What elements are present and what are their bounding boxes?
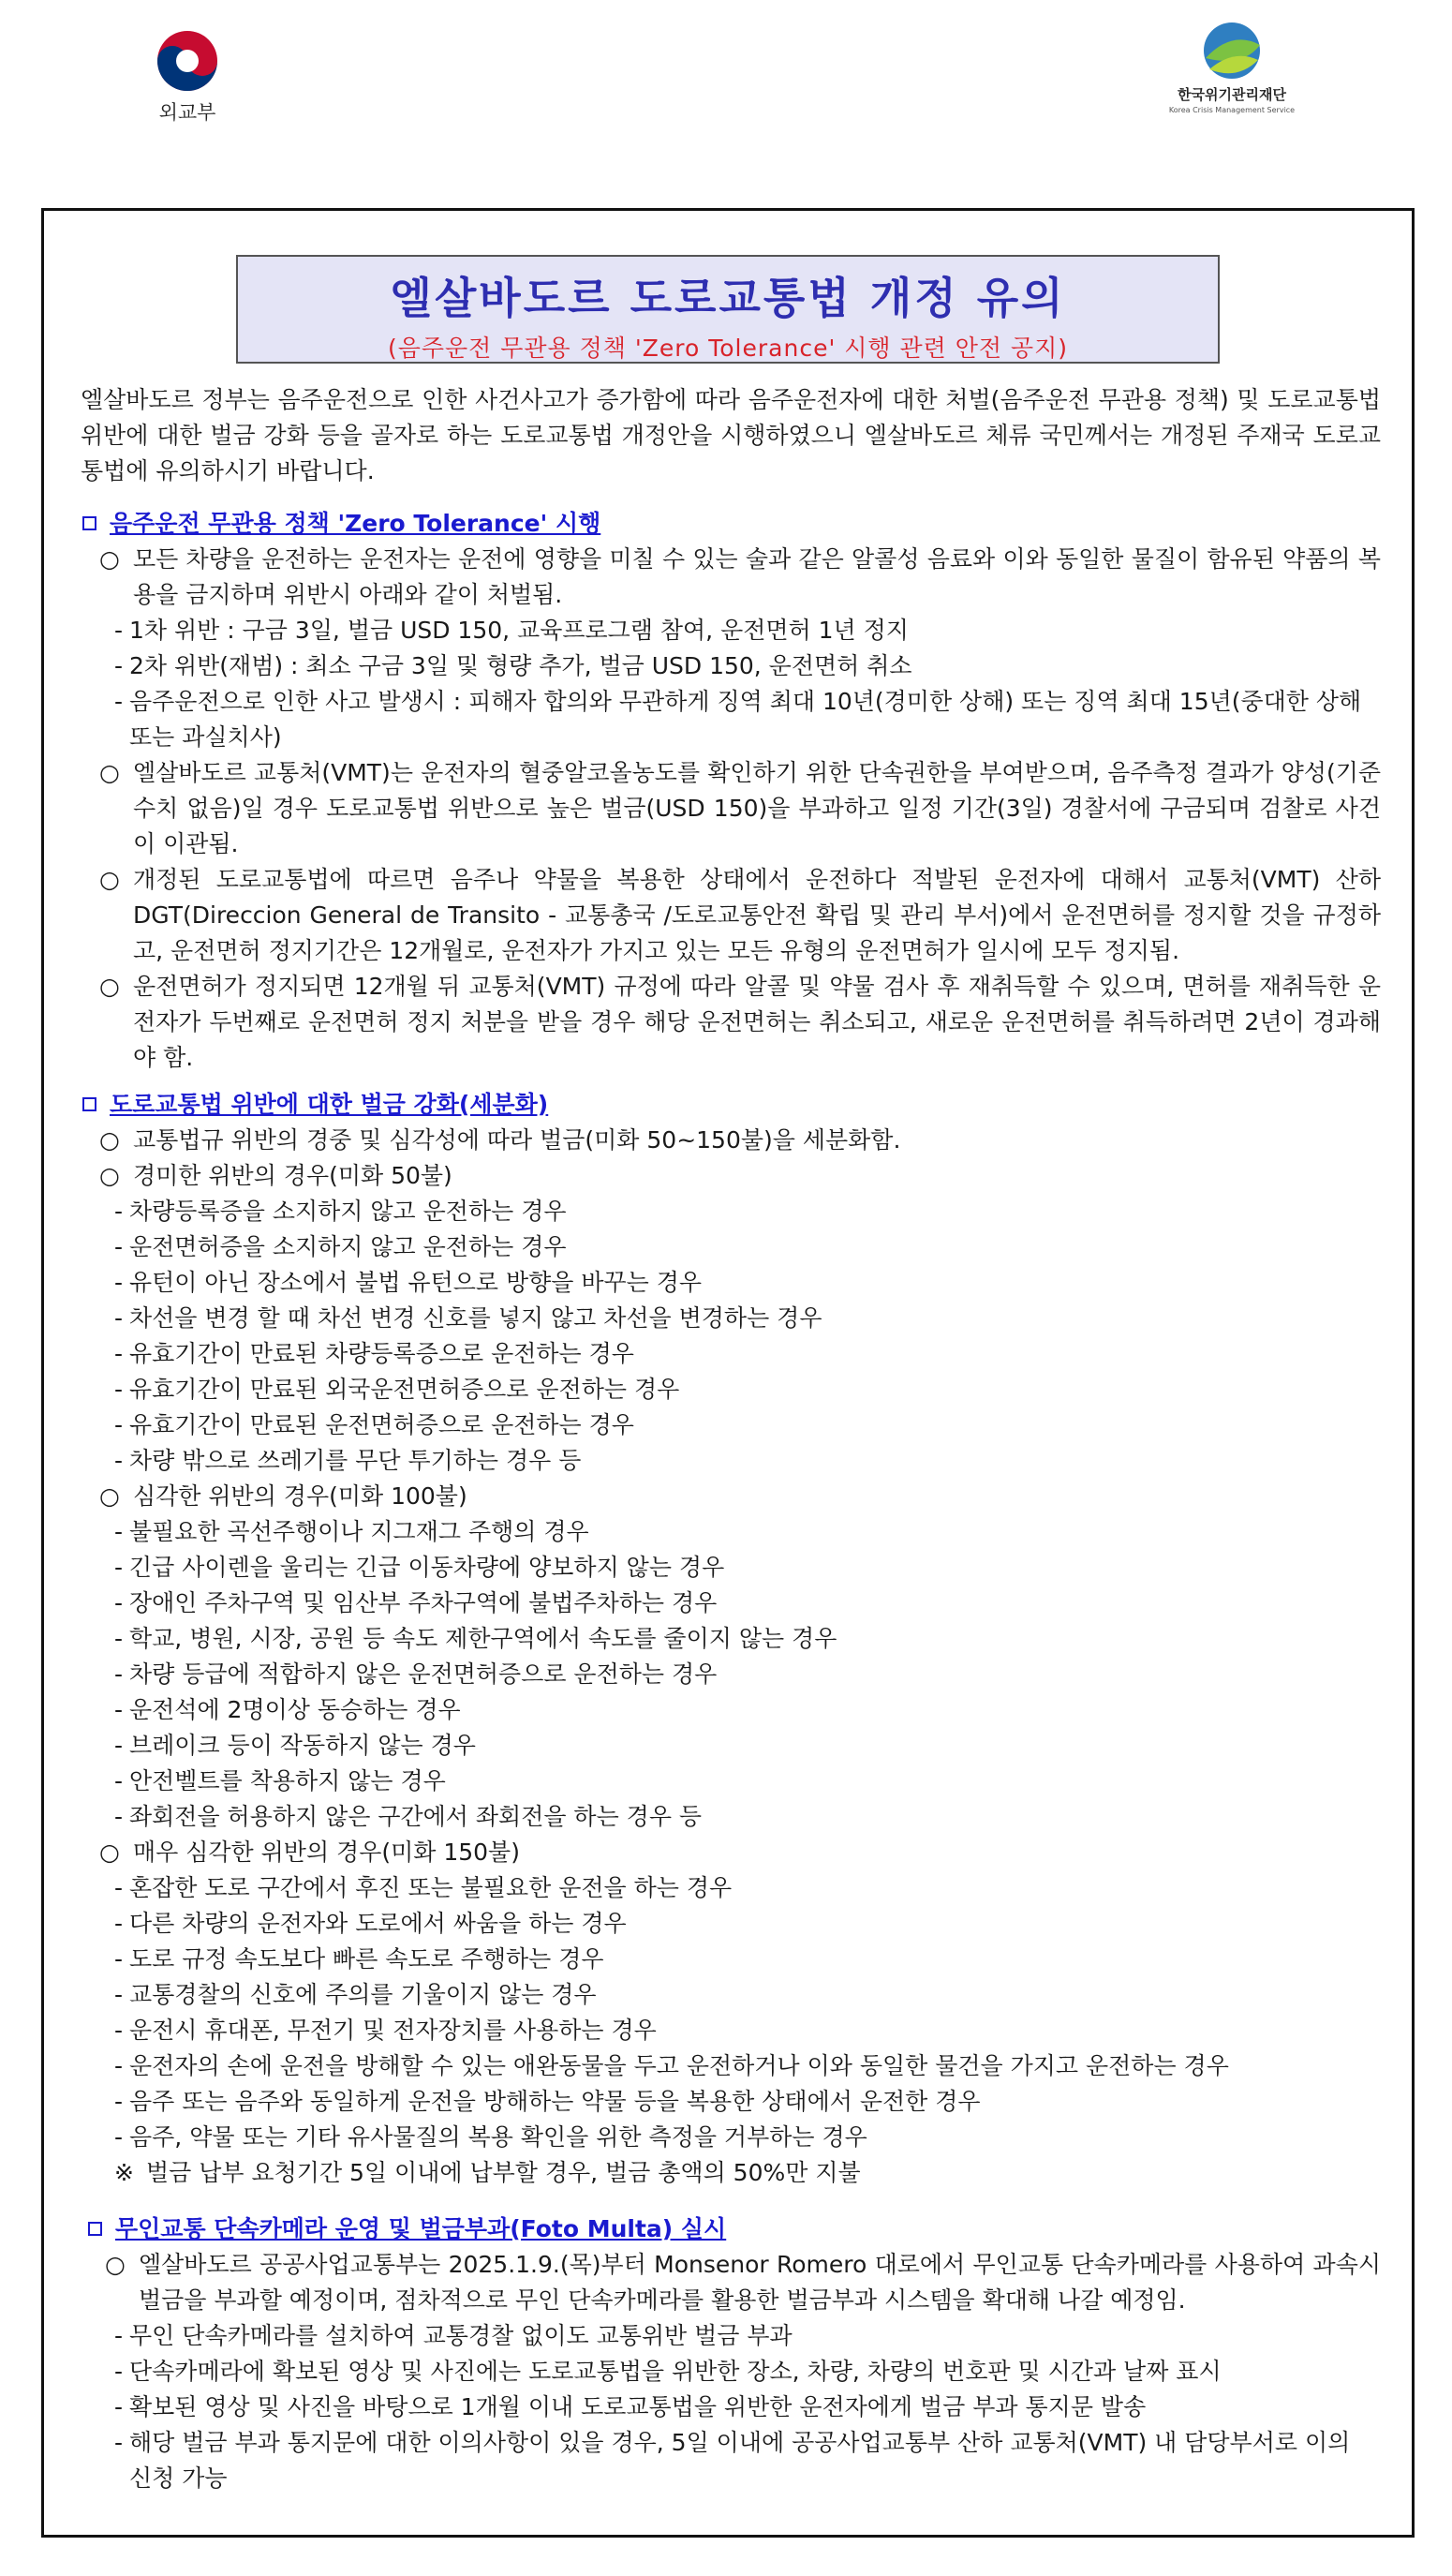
list-item: - 도로 규정 속도보다 빠른 속도로 주행하는 경우	[81, 1942, 1381, 1977]
list-item: - 유효기간이 만료된 차량등록증으로 운전하는 경우	[81, 1336, 1381, 1372]
list-item: - 해당 벌금 부과 통지문에 대한 이의사항이 있을 경우, 5일 이내에 공공사업교통부 산하 교통처(VMT) 내 담당부서로 이의 신청 가능	[81, 2425, 1381, 2496]
list-item: - 확보된 영상 및 사진을 바탕으로 1개월 이내 도로교통법을 위반한 운전자에게 벌금 부과 통지문 발송	[81, 2390, 1381, 2425]
kcms-logo-label: 한국위기관리재단	[1178, 86, 1286, 103]
list-item: - 유효기간이 만료된 운전면허증으로 운전하는 경우	[81, 1407, 1381, 1443]
list-item: - 운전면허증을 소지하지 않고 운전하는 경우	[81, 1229, 1381, 1265]
s1-item-1: ○ 모든 차량을 운전하는 운전자는 운전에 영향을 미칠 수 있는 술과 같은 알콜성 음료와 이와 동일한 물질이 함유된 약품의 복용을 금지하며 위반시 아래와 같이 처벌됨.	[81, 542, 1381, 613]
list-item: - 음주, 약물 또는 기타 유사물질의 복용 확인을 위한 측정을 거부하는 경우	[81, 2120, 1381, 2155]
s1-penalty-3: - 음주운전으로 인한 사고 발생시 : 피해자 합의와 무관하게 징역 최대 10년(경미한 상해) 또는 징역 최대 15년(중대한 상해 또는 과실치사)	[81, 684, 1381, 755]
list-item: - 운전석에 2명이상 동승하는 경우	[81, 1692, 1381, 1728]
kcms-logo-sub: Korea Crisis Management Service	[1168, 106, 1296, 114]
mofa-logo	[141, 28, 234, 126]
list-item: - 운전시 휴대폰, 무전기 및 전자장치를 사용하는 경우	[81, 2013, 1381, 2048]
list-item: - 긴급 사이렌을 울리는 긴급 이동차량에 양보하지 않는 경우	[81, 1550, 1381, 1586]
list-item: - 운전자의 손에 운전을 방해할 수 있는 애완동물을 두고 운전하거나 이와 동일한 물건을 가지고 운전하는 경우	[81, 2048, 1381, 2084]
list-item: - 학교, 병원, 시장, 공원 등 속도 제한구역에서 속도를 줄이지 않는 경우	[81, 1621, 1381, 1657]
section3-heading: 무인교통 단속카메라 운영 및 벌금부과(Foto Multa) 실시	[81, 2211, 1381, 2247]
list-item: - 무인 단속카메라를 설치하여 교통경찰 없이도 교통위반 벌금 부과	[81, 2318, 1381, 2354]
list-item: - 차량등록증을 소지하지 않고 운전하는 경우	[81, 1194, 1381, 1229]
intro-paragraph: 엘살바도르 정부는 음주운전으로 인한 사건사고가 증가함에 따라 음주운전자에 대한 처벌(음주운전 무관용 정책) 및 도로교통법 위반에 대한 벌금 강화 등을 골자로 하는 도로교통법 개정안을 시행하였으니 엘살바도르 체류 국민께서는 개정된 주재국 도로교통법에 유의하시기 바랍니다.	[81, 386, 1381, 484]
list-item: - 교통경찰의 신호에 주의를 기울이지 않는 경우	[81, 1977, 1381, 2013]
square-bullet-icon	[88, 2222, 102, 2236]
list-item: - 유효기간이 만료된 외국운전면허증으로 운전하는 경우	[81, 1372, 1381, 1407]
list-item: - 차량 밖으로 쓰레기를 무단 투기하는 경우 등	[81, 1443, 1381, 1479]
list-item: - 차량 등급에 적합하지 않은 운전면허증으로 운전하는 경우	[81, 1657, 1381, 1692]
list-item: - 차선을 변경 할 때 차선 변경 신호를 넣지 않고 차선을 변경하는 경우	[81, 1301, 1381, 1336]
kcms-emblem-icon	[1196, 21, 1267, 82]
mofa-logo-label: 외교부	[158, 101, 216, 124]
s2-note: ※ 벌금 납부 요청기간 5일 이내에 납부할 경우, 벌금 총액의 50%만 지불	[81, 2155, 1381, 2191]
list-item: - 유턴이 아닌 장소에서 불법 유턴으로 방향을 바꾸는 경우	[81, 1265, 1381, 1301]
square-bullet-icon	[82, 1097, 96, 1111]
square-bullet-icon	[82, 516, 96, 530]
list-item: - 혼잡한 도로 구간에서 후진 또는 불필요한 운전을 하는 경우	[81, 1870, 1381, 1906]
s2-very-title: ○ 매우 심각한 위반의 경우(미화 150불)	[81, 1835, 1381, 1870]
page-title: 엘살바도르 도로교통법 개정 유의	[390, 273, 1066, 323]
s2-item-1: ○ 교통법규 위반의 경중 및 심각성에 따라 벌금(미화 50~150불)을 세분화함.	[81, 1123, 1381, 1158]
s1-penalty-2: - 2차 위반(재범) : 최소 구금 3일 및 형량 추가, 벌금 USD 150, 운전면허 취소	[81, 648, 1381, 684]
s1-penalty-1: - 1차 위반 : 구금 3일, 벌금 USD 150, 교육프로그램 참여, 운전면허 1년 정지	[81, 613, 1381, 648]
notice-content	[81, 382, 1381, 2496]
taegeuk-emblem-icon	[155, 28, 220, 94]
s1-item-4: ○ 운전면허가 정지되면 12개월 뒤 교통처(VMT) 규정에 따라 알콜 및 약물 검사 후 재취득할 수 있으며, 면허를 재취득한 운전자가 두번째로 운전면허 정지 처분을 받을 경우 해당 운전면허는 취소되고, 새로운 운전면허를 취득하려면 2년이 경과해야 함.	[81, 969, 1381, 1076]
list-item: - 좌회전을 허용하지 않은 구간에서 좌회전을 하는 경우 등	[81, 1799, 1381, 1835]
list-item: - 장애인 주차구역 및 임산부 주차구역에 불법주차하는 경우	[81, 1586, 1381, 1621]
list-item: - 음주 또는 음주와 동일하게 운전을 방해하는 약물 등을 복용한 상태에서 운전한 경우	[81, 2084, 1381, 2120]
s3-item-1: ○ 엘살바도르 공공사업교통부는 2025.1.9.(목)부터 Monsenor Romero 대로에서 무인교통 단속카메라를 사용하여 과속시 벌금을 부과할 예정이며, 점차적으로 무인 단속카메라를 활용한 벌금부과 시스템을 확대해 나갈 예정임.	[81, 2247, 1381, 2318]
section2-heading: 도로교통법 위반에 대한 벌금 강화(세분화)	[81, 1087, 1381, 1123]
page-subtitle: (음주운전 무관용 정책 'Zero Tolerance' 시행 관련 안전 공지)	[387, 335, 1069, 362]
list-item: - 불필요한 곡선주행이나 지그재그 주행의 경우	[81, 1514, 1381, 1550]
s2-minor-title: ○ 경미한 위반의 경우(미화 50불)	[81, 1158, 1381, 1194]
title-box	[236, 255, 1220, 364]
list-item: - 안전벨트를 착용하지 않는 경우	[81, 1764, 1381, 1799]
list-item: - 단속카메라에 확보된 영상 및 사진에는 도로교통법을 위반한 장소, 차량, 차량의 번호판 및 시간과 날짜 표시	[81, 2354, 1381, 2390]
kcms-logo	[1152, 21, 1311, 114]
s1-item-3: ○ 개정된 도로교통법에 따르면 음주나 약물을 복용한 상태에서 운전하다 적발된 운전자에 대해서 교통처(VMT) 산하 DGT(Direccion General de Transito - 교통총국 /도로교통안전 확립 및 관리 부서)에서 운전면허를 정지할 것을 규정하고, 운전면허 정지기간은 12개월로, 운전자가 가지고 있는 모든 유형의 운전면허가 일시에 모두 정지됨.	[81, 862, 1381, 969]
list-item: - 브레이크 등이 작동하지 않는 경우	[81, 1728, 1381, 1764]
s2-serious-title: ○ 심각한 위반의 경우(미화 100불)	[81, 1479, 1381, 1514]
list-item: - 다른 차량의 운전자와 도로에서 싸움을 하는 경우	[81, 1906, 1381, 1942]
section1-heading: 음주운전 무관용 정책 'Zero Tolerance' 시행	[81, 506, 1381, 542]
s1-item-2: ○ 엘살바도르 교통처(VMT)는 운전자의 혈중알코올농도를 확인하기 위한 단속권한을 부여받으며, 음주측정 결과가 양성(기준수치 없음)일 경우 도로교통법 위반으로 높은 벌금(USD 150)을 부과하고 일정 기간(3일) 경찰서에 구금되며 검찰로 사건이 이관됨.	[81, 755, 1381, 862]
